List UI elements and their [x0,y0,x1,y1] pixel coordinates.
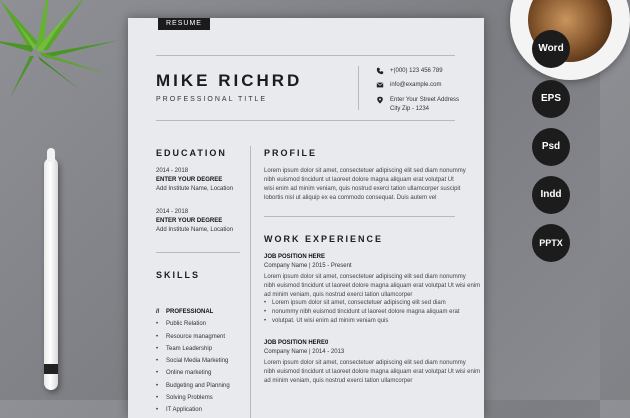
job-line: Lorem ipsum dolor sit amet, consectetuer adipiscing elit sed diam nonummy [264,274,466,280]
job-bullets [264,299,459,326]
contact-address [390,96,459,114]
professional-title: PROFESSIONAL TITLE [156,96,268,103]
skill-item: • IT Application [156,404,230,416]
job-description [264,273,480,300]
resume-page [128,18,484,418]
job-line: Lorem ipsum dolor sit amet, consectetuer adipiscing elit sed diam nonummy [264,360,466,366]
email-icon [376,81,384,89]
divider [250,146,251,418]
phone-icon [376,67,384,75]
education-years: 2014 - 2018 [156,209,189,215]
education-heading: EDUCATION [156,148,227,158]
skills-list [156,306,230,417]
skill-item: • Online marketing [156,367,230,379]
resume-name: MIKE RICHRD [156,71,303,90]
profile-heading: PROFILE [264,148,318,158]
job-entry [264,339,344,357]
education-institute: Add Institute Name, Location [156,186,234,192]
education-institute: Add Institute Name, Location [156,227,234,233]
job-position: JOB POSITION HERE [264,254,326,260]
word-format-badge: Word [532,30,570,68]
education-item [156,208,233,235]
address-line-1: Enter Your Street Address [390,97,460,103]
skill-item: • Public Relation [156,318,230,330]
skill-item: • Resource managment [156,331,230,343]
divider [156,252,240,253]
stylus-pen-image [44,158,58,390]
profile-line: lobortis nisl ut aliquip ex ea commodo consequat. Duis autem vel [264,195,437,201]
job-bullet: • nonummy nibh euismod tincidunt ut laoreet dolore magna aliquam erat [264,308,459,317]
skills-heading: SKILLS [156,270,201,280]
profile-line: Lorem ipsum dolor sit amet, consectetuer adipiscing elit sed diam nonummy [264,168,466,174]
indd-format-badge: Indd [532,176,570,214]
divider [358,66,359,110]
location-pin-icon [376,96,384,104]
education-degree: ENTER YOUR DEGREE [156,177,223,183]
education-item [156,167,233,194]
divider [264,216,455,217]
eps-format-badge: EPS [532,80,570,118]
job-entry [264,253,352,271]
job-position: JOB POSITION HERE0 [264,340,329,346]
job-company: Company Name | 2014 - 2013 [264,349,345,355]
contact-email: info@example.com [390,82,442,88]
psd-format-badge: Psd [532,128,570,166]
education-years: 2014 - 2018 [156,168,189,174]
profile-text [264,167,466,203]
profile-line: wisi enim ad minim veniam, quis nostrud exerci tation ullamcorper suscipit [264,186,461,192]
job-description [264,359,480,386]
job-bullet: • volutpat. Ut wisi enim ad minim veniam quis [264,317,459,326]
job-line: nibh euismod tincidunt ut laoreet dolore magna aliquam erat volutpat Ut wisi enim [264,283,481,289]
job-bullet: • Lorem ipsum dolor sit amet, consectetuer adipiscing elit sed diam [264,299,459,308]
coffee-cup-image [510,0,630,80]
pptx-format-badge: PPTX [532,224,570,262]
skill-item: • Team Leadership [156,343,230,355]
education-degree: ENTER YOUR DEGREE [156,218,223,224]
work-heading: WORK EXPERIENCE [264,234,384,244]
resume-tag: RESUME [158,18,210,30]
skill-item: • Solving Problems [156,392,230,404]
skill-item: • Social Media Marketing [156,355,230,367]
job-company: Company Name | 2015 - Present [264,263,352,269]
contact-phone: +(000) 123 456 789 [390,68,443,74]
address-line-2: City Zip - 1234 [390,106,430,112]
divider [156,120,455,121]
plant-image [0,0,140,110]
profile-line: nibh euismod tincidunt ut laoreet dolore magna aliquam erat volutpat Ut [264,177,454,183]
job-line: ad minim veniam, quis nostrud exerci tation ullamcorper [264,292,413,298]
divider [156,55,455,56]
skill-item: • Budgeting and Planning [156,380,230,392]
job-line: ad minim veniam, quis nostrud exerci tation ullamcorper [264,378,413,384]
skill-item: // PROFESSIONAL [156,306,230,318]
job-line: nibh euismod tincidunt ut laoreet dolore magna aliquam erat volutpat Ut wisi enim [264,369,481,375]
